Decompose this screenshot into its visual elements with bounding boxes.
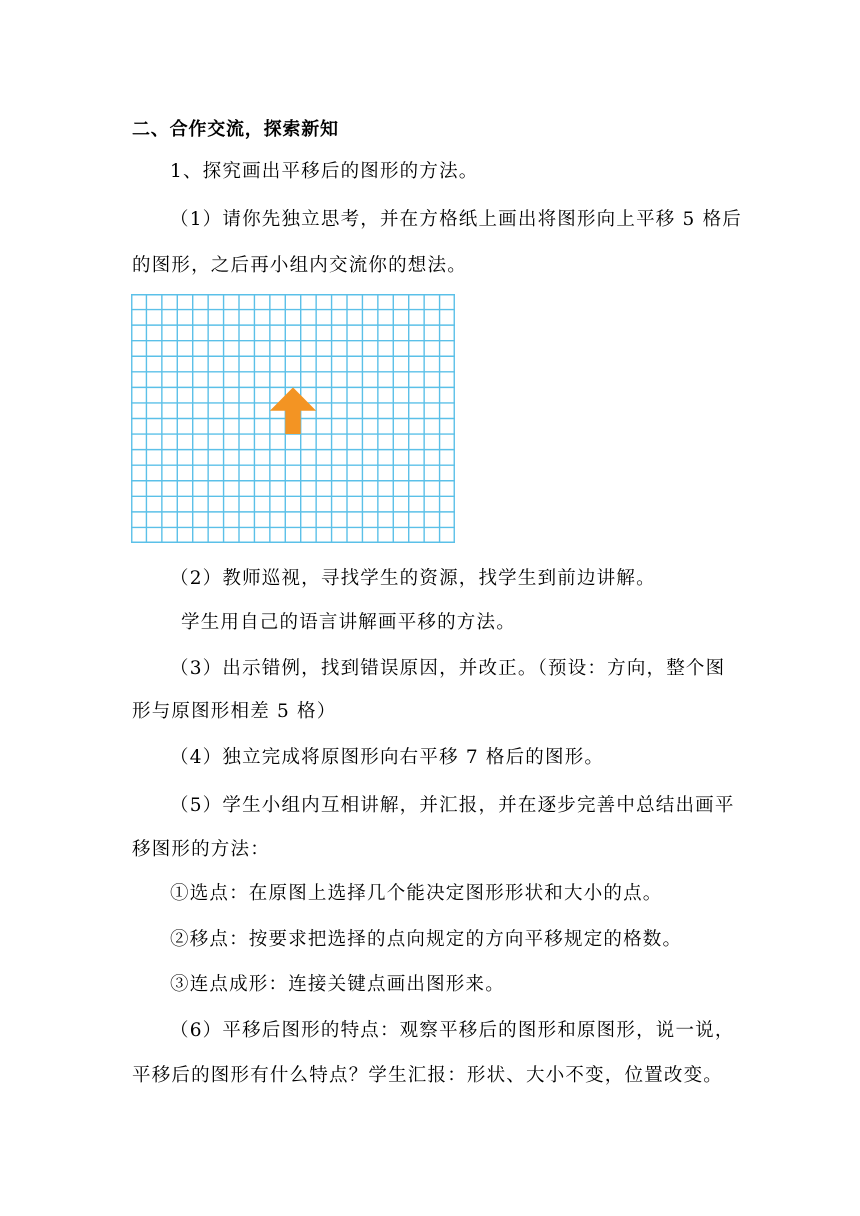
- paragraph-5-line-2: 形与原图形相差 5 格）: [132, 701, 337, 722]
- grid-paper: [131, 294, 455, 543]
- paragraph-7-line-1: （5）学生小组内互相讲解，并汇报，并在逐步完善中总结出画平: [170, 795, 735, 816]
- paragraph-6: （4）独立完成将原图形向右平移 7 格后的图形。: [170, 747, 605, 768]
- paragraph-7-line-2: 移图形的方法：: [132, 839, 270, 860]
- step-1: ①选点：在原图上选择几个能决定图形形状和大小的点。: [170, 883, 663, 904]
- up-arrow-icon: [270, 387, 316, 434]
- paragraph-5-line-1: （3）出示错例，找到错误原因，并改正。（预设：方向，整个图: [170, 658, 726, 679]
- step-3: ③连点成形：连接关键点画出图形来。: [170, 974, 505, 995]
- paragraph-8-line-1: （6）平移后图形的特点：观察平移后的图形和原图形，说一说，: [170, 1020, 735, 1041]
- section-heading: 二、合作交流，探索新知: [132, 119, 339, 140]
- paragraph-1: 1、探究画出平移后的图形的方法。: [170, 161, 479, 182]
- grid-figure: [131, 294, 455, 543]
- paragraph-2-line-2: 的图形，之后再小组内交流你的想法。: [132, 255, 467, 276]
- paragraph-3: （2）教师巡视，寻找学生的资源，找学生到前边讲解。: [170, 568, 656, 589]
- paragraph-8-line-2: 平移后的图形有什么特点？学生汇报：形状、大小不变，位置改变。: [132, 1065, 724, 1086]
- paragraph-4: 学生用自己的语言讲解画平移的方法。: [181, 612, 516, 633]
- step-2: ②移点：按要求把选择的点向规定的方向平移规定的格数。: [170, 929, 683, 950]
- paragraph-2-line-1: （1）请你先独立思考，并在方格纸上画出将图形向上平移 5 格后: [170, 209, 743, 230]
